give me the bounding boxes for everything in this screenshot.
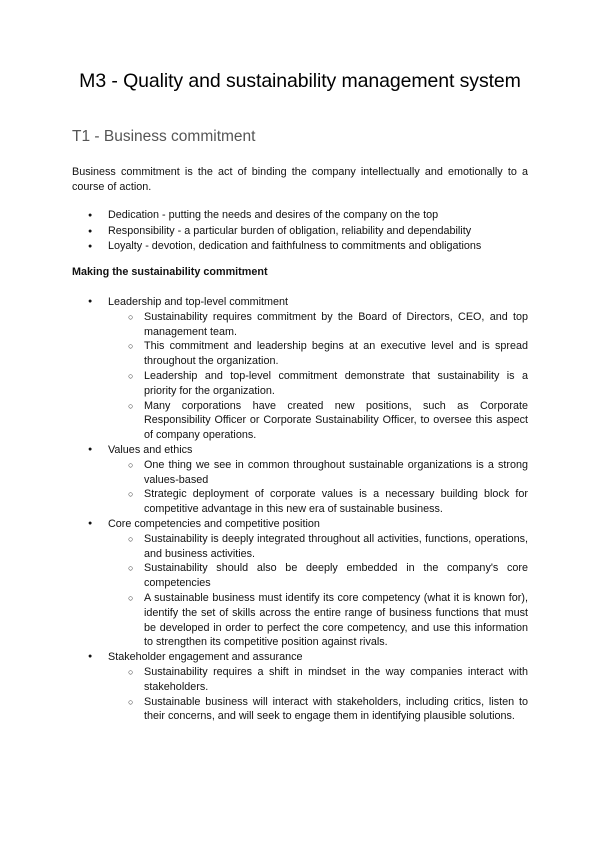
- sub-list: [108, 532, 528, 650]
- sub-item: ○ Sustainability requires commitment by the Board of Directors, CEO, and top management team.: [108, 310, 528, 340]
- sub-item: ○ Strategic deployment of corporate values is a necessary building block for competitive advantage in this new era of sustainable business.: [108, 487, 528, 517]
- bullet-item: ● Dedication - putting the needs and desires of the company on the top: [72, 208, 528, 224]
- outline-item-label: Leadership and top-level commitment: [108, 296, 289, 308]
- outline-item-label: Core competencies and competitive position: [108, 517, 320, 530]
- bullet-item: ● Responsibility - a particular burden of obligation, reliability and dependability: [72, 224, 528, 240]
- sub-item: ○ A sustainable business must identify its core competency (what it is known for), identify the set of skills across the entire range of business functions that must be developed in order to perfect the core competency, and use this information to strengthen its competitive position against rivals.: [108, 591, 528, 650]
- sub-item: ○ Sustainable business will interact with stakeholders, including critics, listen to their concerns, and will seek to engage them in identifying plausible solutions.: [108, 695, 528, 725]
- sub-item: ○ Leadership and top-level commitment demonstrate that sustainability is a priority for the organization.: [108, 369, 528, 399]
- intro-paragraph: Business commitment is the act of binding the company intellectually and emotionally to a course of action.: [72, 166, 528, 193]
- outline-item: [72, 650, 528, 724]
- outline-item-label: Stakeholder engagement and assurance: [108, 651, 303, 664]
- outline-item-label: Values and ethics: [108, 443, 193, 456]
- sustainability-outline: [72, 295, 528, 724]
- sub-item: ○ Many corporations have created new positions, such as Corporate Responsibility Officer or Corporate Sustainability Officer, to oversee this aspect of company operations.: [108, 399, 528, 443]
- document-title: M3 - Quality and sustainability management system: [79, 70, 521, 92]
- sub-item: ○ Sustainability should also be deeply embedded in the company's core competencies: [108, 561, 528, 591]
- outline-item: [72, 295, 528, 443]
- sub-item: ○ This commitment and leadership begins at an executive level and is spread throughout the organization.: [108, 339, 528, 369]
- bullet-item: ● Loyalty - devotion, dedication and faithfulness to commitments and obligations: [72, 239, 528, 255]
- section-heading: T1 - Business commitment: [72, 128, 256, 145]
- sub-item: ○ Sustainability requires a shift in mindset in the way companies interact with stakeholders.: [108, 665, 528, 695]
- sub-item: ○ Sustainability is deeply integrated throughout all activities, functions, operations, and business activities.: [108, 532, 528, 562]
- subheading: Making the sustainability commitment: [72, 266, 268, 278]
- outline-item: [72, 443, 528, 517]
- sub-list: [108, 458, 528, 517]
- sub-list: [108, 310, 528, 443]
- commitment-bullet-list: [72, 208, 528, 255]
- sub-item: ○ One thing we see in common throughout sustainable organizations is a strong values-based: [108, 458, 528, 488]
- outline-item: [72, 517, 528, 650]
- sub-list: [108, 665, 528, 724]
